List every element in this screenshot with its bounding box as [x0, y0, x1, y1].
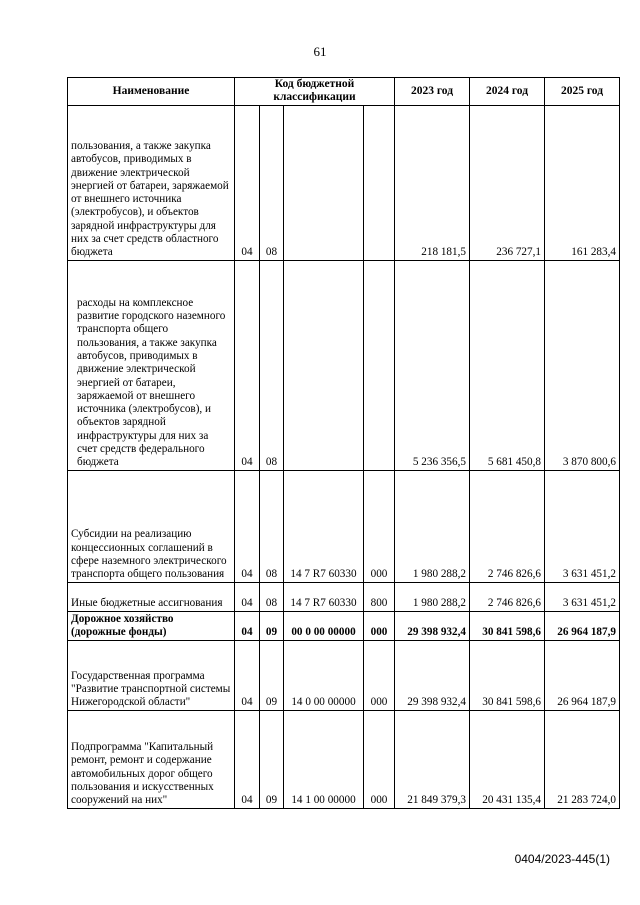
row-2024: 20 431 135,4: [470, 710, 545, 808]
row-2025: 26 964 187,9: [545, 640, 620, 710]
row-2023: 5 236 356,5: [395, 260, 470, 470]
row-vr: 000: [364, 470, 395, 582]
table-row: [68, 640, 620, 710]
table-row: [68, 105, 620, 260]
row-vr: 000: [364, 611, 395, 640]
row-pr: 08: [260, 260, 284, 470]
row-rz: 04: [235, 582, 260, 611]
row-name: Дорожное хозяйство (дорожные фонды): [68, 611, 235, 640]
row-csr: 14 0 00 00000: [284, 640, 364, 710]
row-2024: 5 681 450,8: [470, 260, 545, 470]
header-2024: 2024 год: [470, 78, 545, 106]
row-vr: [364, 260, 395, 470]
row-name: Государственная программа "Развитие транспортной системы Нижегородской области": [68, 640, 235, 710]
table-row: [68, 260, 620, 470]
table-row: [68, 710, 620, 808]
row-2023: 1 980 288,2: [395, 582, 470, 611]
row-vr: [364, 105, 395, 260]
row-2025: 3 631 451,2: [545, 470, 620, 582]
row-vr: 000: [364, 640, 395, 710]
row-pr: 08: [260, 470, 284, 582]
table-row: [68, 611, 620, 640]
table-row: [68, 582, 620, 611]
row-2024: 2 746 826,6: [470, 582, 545, 611]
row-pr: 09: [260, 611, 284, 640]
row-vr: 000: [364, 710, 395, 808]
row-2023: 1 980 288,2: [395, 470, 470, 582]
row-csr: [284, 105, 364, 260]
budget-table: [67, 77, 620, 809]
row-rz: 04: [235, 640, 260, 710]
row-2025: 26 964 187,9: [545, 611, 620, 640]
header-name: Наименование: [68, 78, 235, 106]
row-name: Подпрограмма "Капитальный ремонт, ремонт и содержание автомобильных дорог общего пользования и искусственных сооружений на них": [68, 710, 235, 808]
row-csr: 14 1 00 00000: [284, 710, 364, 808]
row-rz: 04: [235, 470, 260, 582]
row-2023: 29 398 932,4: [395, 611, 470, 640]
row-2024: 2 746 826,6: [470, 470, 545, 582]
page-number: 61: [313, 44, 327, 59]
row-name: Иные бюджетные ассигнования: [68, 582, 235, 611]
row-csr: 14 7 R7 60330: [284, 582, 364, 611]
header-2025: 2025 год: [545, 78, 620, 106]
row-rz: 04: [235, 611, 260, 640]
row-2024: 30 841 598,6: [470, 611, 545, 640]
row-rz: 04: [235, 260, 260, 470]
row-pr: 08: [260, 582, 284, 611]
table-row: [68, 470, 620, 582]
row-vr: 800: [364, 582, 395, 611]
row-2024: 30 841 598,6: [470, 640, 545, 710]
row-2023: 29 398 932,4: [395, 640, 470, 710]
header-2023: 2023 год: [395, 78, 470, 106]
document-code: 0404/2023-445(1): [514, 852, 610, 866]
row-2023: 21 849 379,3: [395, 710, 470, 808]
row-pr: 08: [260, 105, 284, 260]
row-rz: 04: [235, 710, 260, 808]
row-csr: 14 7 R7 60330: [284, 470, 364, 582]
table-header-row: [68, 78, 620, 106]
row-name: пользования, а также закупка автобусов, приводимых в движение электрической энергией от батареи, заряжаемой от внешнего источника (электробусов), и объектов зарядной инфраструктуры для них за счет средств областного бюджета: [68, 105, 235, 260]
row-2025: 161 283,4: [545, 105, 620, 260]
row-name: расходы на комплексное развитие городского наземного транспорта общего пользования, а также закупка автобусов, приводимых в движение электрической энергией от батареи, заряжаемой от внешнего источника (электробусов), и объектов зарядной инфраструктуры для них за счет средств федерального бюджета: [68, 260, 235, 470]
row-pr: 09: [260, 640, 284, 710]
row-csr: [284, 260, 364, 470]
row-name: Субсидии на реализацию концессионных соглашений в сфере наземного электрического транспорта общего пользования: [68, 470, 235, 582]
row-rz: 04: [235, 105, 260, 260]
row-2025: 3 631 451,2: [545, 582, 620, 611]
row-csr: 00 0 00 00000: [284, 611, 364, 640]
row-2023: 218 181,5: [395, 105, 470, 260]
row-2025: 3 870 800,6: [545, 260, 620, 470]
row-pr: 09: [260, 710, 284, 808]
row-2024: 236 727,1: [470, 105, 545, 260]
row-2025: 21 283 724,0: [545, 710, 620, 808]
header-code: Код бюджетной классификации: [235, 78, 395, 106]
